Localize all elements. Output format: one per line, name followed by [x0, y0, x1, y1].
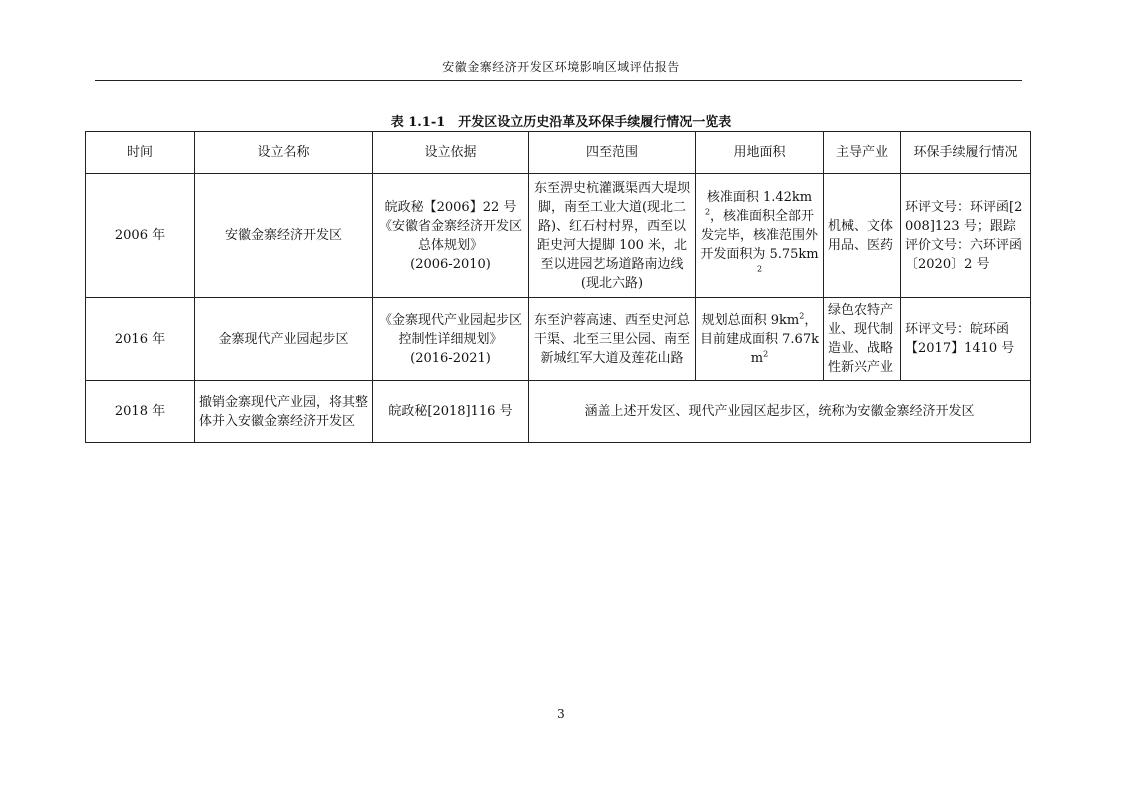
column-header-scope: 四至范围	[529, 132, 696, 174]
area-text-a: 核准面积 1.42km	[706, 190, 813, 205]
table-row	[86, 298, 1031, 381]
column-header-industry: 主导产业	[824, 132, 901, 174]
name-text: 撤销金寨现代产业园，将其整体并入安徽金寨经济开发区	[199, 394, 369, 429]
history-table	[85, 131, 1031, 443]
basis-document-number: 皖政秘【2006】22 号	[384, 199, 517, 215]
cell-scope: 东至沪蓉高速、西至史河总干渠、北至三里公园、南至新城红军大道及莲花山路	[529, 298, 696, 381]
cell-name	[195, 381, 373, 443]
cell-scope: 东至淠史杭灌溉渠西大堤坝脚，南至工业大道(现北二路)、红石村村界，西至以距史河大提脚 100 米，北至以进园艺场道路南边线(现北六路)	[529, 174, 696, 298]
basis-plan-period: (2016-2021)	[410, 350, 491, 366]
cell-time: 2018 年	[86, 381, 195, 443]
basis-plan-title: 《金寨现代产业园起步区控制性详细规划》	[378, 312, 522, 347]
column-header-time: 时间	[86, 132, 195, 174]
basis-plan-title: 《安徽省金寨经济开发区总体规划》	[378, 218, 522, 253]
area-unit-sup-b: 2	[763, 349, 769, 359]
cell-area	[696, 174, 824, 298]
basis-plan-period: (2006-2010)	[410, 256, 491, 272]
area-text-a: 规划总面积 9km	[701, 312, 800, 328]
industry-text: 绿色农特产业、现代制造业、战略性新兴产业	[828, 303, 894, 375]
env-text: 环评文号：环评函[2008]123 号；跟踪评价文号：六环评函〔2020〕2 号	[905, 199, 1023, 272]
cell-merged-description: 涵盖上述开发区、现代产业园区起步区，统称为安徽金寨经济开发区	[529, 381, 1031, 443]
table-header-row	[86, 132, 1031, 174]
cell-basis: 皖政秘[2018]116 号	[373, 381, 529, 443]
area-unit-sup-a: 2	[799, 311, 805, 321]
cell-env	[901, 298, 1031, 381]
header-divider	[95, 80, 1022, 81]
table-row	[86, 174, 1031, 298]
table-row	[86, 381, 1031, 443]
cell-industry	[824, 298, 901, 381]
area-text-b: ，目前建成面积 7.67km	[700, 312, 819, 366]
cell-area	[696, 298, 824, 381]
cell-env	[901, 174, 1031, 298]
industry-text: 机械、文体用品、医药	[828, 218, 894, 253]
area-text-b: ，核准面积全部开发完毕，核准范围外开发面积为 5.75km	[700, 209, 819, 262]
cell-time: 2016 年	[86, 298, 195, 381]
document-header-title: 安徽金寨经济开发区环境影响区域评估报告	[442, 60, 680, 74]
cell-name: 安徽金寨经济开发区	[195, 174, 373, 298]
env-text: 环评文号：皖环函【2017】1410 号	[905, 322, 1015, 356]
column-header-env: 环保手续履行情况	[901, 132, 1031, 174]
cell-name: 金寨现代产业园起步区	[195, 298, 373, 381]
area-unit-sup-b: 2	[756, 264, 763, 274]
column-header-name: 设立名称	[195, 132, 373, 174]
column-header-basis: 设立依据	[373, 132, 529, 174]
cell-industry	[824, 174, 901, 298]
page-number: 3	[557, 707, 565, 721]
column-header-area: 用地面积	[696, 132, 824, 174]
cell-basis	[373, 174, 529, 298]
cell-time: 2006 年	[86, 174, 195, 298]
area-unit-sup-a: 2	[704, 207, 711, 217]
cell-basis	[373, 298, 529, 381]
table-caption: 表 1.1-1 开发区设立历史沿革及环保手续履行情况一览表	[390, 115, 732, 130]
